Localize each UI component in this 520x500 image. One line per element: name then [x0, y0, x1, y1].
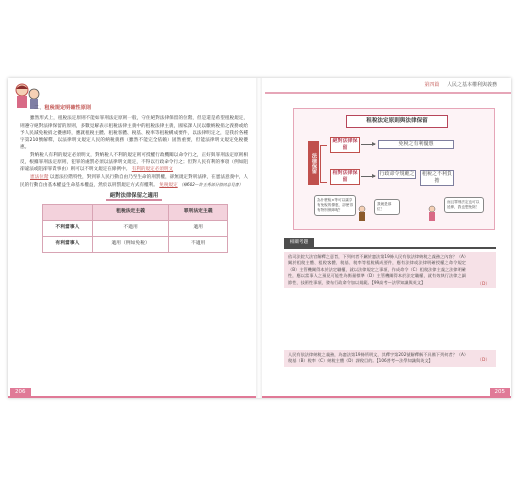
question-text: 依司法院大法官解釋之意旨，下列何者不屬於憲法第19條人民有依法律納稅之義務之內容？（A）關於租稅主體、租稅客體、稅基、稅率等租稅構成要件，應有法律或法律明確授權之命令規定（B）主管機關得本於法定職權，就以法律規定之事項，作成命令（C）租稅法律主義之法律明確性，應以當事人之預見可能性為衡量標準（D）主管機關得本於法定職權，就有效執行法律之細節性、技術性事項，發布行政命令加以規範。【99高考—法學知識與英文】: [288, 254, 466, 285]
related-exam-section: [284, 238, 496, 388]
paragraph-1: 雖然形式上，租稅法定原則不能如罪刑法定原則一般，守住絕對法律保留的位階，但是還是希望租稅規定，則遵守絕對法律保留的原則，多數見解表示租稅法律主義中的租稅法律主義，國家課人民以繳納稅捐之義務或給予人民減免稅捐之優惠時，應就租稅主體、租稅客體、稅基、稅率等租稅構成要件，以法律明定之，是我於各種字第210號解釋，以法律明文規定人民的納稅義務（雖然不能完全依賴）固然重要，但能法律明文規定免稅優惠。: [20, 116, 248, 151]
highlight-1: 有利的規定必須明文: [131, 167, 174, 173]
table-cell: 有利當事人: [43, 236, 93, 252]
concept-diagram: [293, 108, 495, 230]
person-figure-icon: [356, 205, 368, 225]
highlight-2: 免稅規定: [159, 182, 178, 188]
speech-bubble-left: 為什麼稅×等可以讓享有免稅的優惠，卻使得有特別保障呢？: [314, 195, 356, 216]
table-header-cell: 罪刑法定主義: [169, 204, 228, 220]
exam-rule: [284, 247, 496, 249]
diagram-root-label: 法律保留: [308, 141, 319, 185]
header-rule: [265, 92, 511, 94]
question-text: 人民有依法律納稅之義務，為憲法第19條所明文，其釋字第202號解釋稱不具備下列何者？（A）稅基（B）稅率（C）納稅主體（D）課稅目的。【106普考—法學知識與英文】: [288, 352, 466, 364]
node-admin-order: 行政命令規範之: [379, 171, 415, 177]
arrow-icon: [361, 144, 375, 145]
node-tax-burden: 租稅之不利負擔: [421, 171, 452, 184]
table-cell: 不適用: [92, 220, 168, 236]
table-row: [43, 220, 228, 236]
footer-rule-right: [262, 396, 511, 398]
exam-question: [284, 350, 496, 367]
paragraph-3: 憲法位階 以憲法位階特性，對到罪人民行動自由乃至生命的刑罰權，卻無規定對刑法律，在憲法意義中，人民的行動自由基本權益生命基本權益，然於以刑罰規定方式有權利。 免稅規定 （釋602—許玉秀部分協同意見書）: [20, 174, 248, 188]
node-absolute-reservation: 絕對法律保留: [330, 137, 360, 153]
diagram-title: 租稅法定原則與法律保留: [346, 115, 448, 128]
paragraph-2: 對納稅人有利的規定必須明文，對納稅人不利的規定則可授權行政機關以命令行之，正好與罪刑法定原則相反，根據罪刑法定原則，犯罪的處罰必須以法律明文規定，不得以行政命令行之；但對人民有利的事項（例如阻卻違法或阻卻罪責事由）則可以不明文規定在條例中。 有利的規定必須明文: [20, 152, 248, 173]
question-answer: （D）: [477, 358, 490, 363]
node-tax-favor: 免稅之有利優惠: [378, 140, 454, 149]
table-header-row: [43, 204, 228, 220]
table-cell: 不適用: [169, 236, 228, 252]
person-figure-icon: [426, 205, 438, 225]
table-cell: 不利當事人: [43, 220, 93, 236]
page-header: [263, 80, 511, 92]
footer-rule-left: [8, 396, 256, 398]
section-number: 二、: [34, 105, 45, 111]
arrow-icon: [361, 176, 375, 177]
exam-tab-label: 相關考題: [284, 238, 314, 247]
table-header-cell: 租稅法定主義: [92, 204, 168, 220]
speech-bubble-right: 而且罪刑法定也可以延伸，我也想免除！: [444, 197, 484, 213]
table-header-cell: [43, 204, 93, 220]
node-relative-reservation: 相對法律保留: [330, 169, 360, 185]
book-gutter: [256, 78, 262, 398]
section-heading: [34, 105, 248, 112]
chapter-label: 第四篇: [424, 82, 440, 88]
header-text: [424, 81, 497, 88]
table-title: 絕對法律保留之適用: [20, 193, 248, 200]
citation: （釋602—許玉秀部分協同意見書）: [179, 181, 243, 187]
left-page-body: [20, 105, 248, 253]
exam-question: [284, 252, 496, 288]
highlight-3: 憲法位階: [30, 174, 49, 180]
table-cell: 適用: [169, 220, 228, 236]
diagram-brace: [320, 145, 327, 183]
page-number-left: 206: [10, 388, 31, 396]
comparison-table: [42, 204, 228, 253]
table-cell: 適用（例如免稅）: [92, 236, 168, 252]
speech-bubble-middle: 我就是那位！: [374, 199, 400, 215]
question-answer: （D）: [477, 282, 490, 287]
section-title: 租稅規定明確性原則: [44, 105, 92, 111]
chapter-title: 人民之基本權利與義務: [446, 82, 497, 88]
page-number-right: 205: [490, 388, 511, 396]
table-row: [43, 236, 228, 252]
